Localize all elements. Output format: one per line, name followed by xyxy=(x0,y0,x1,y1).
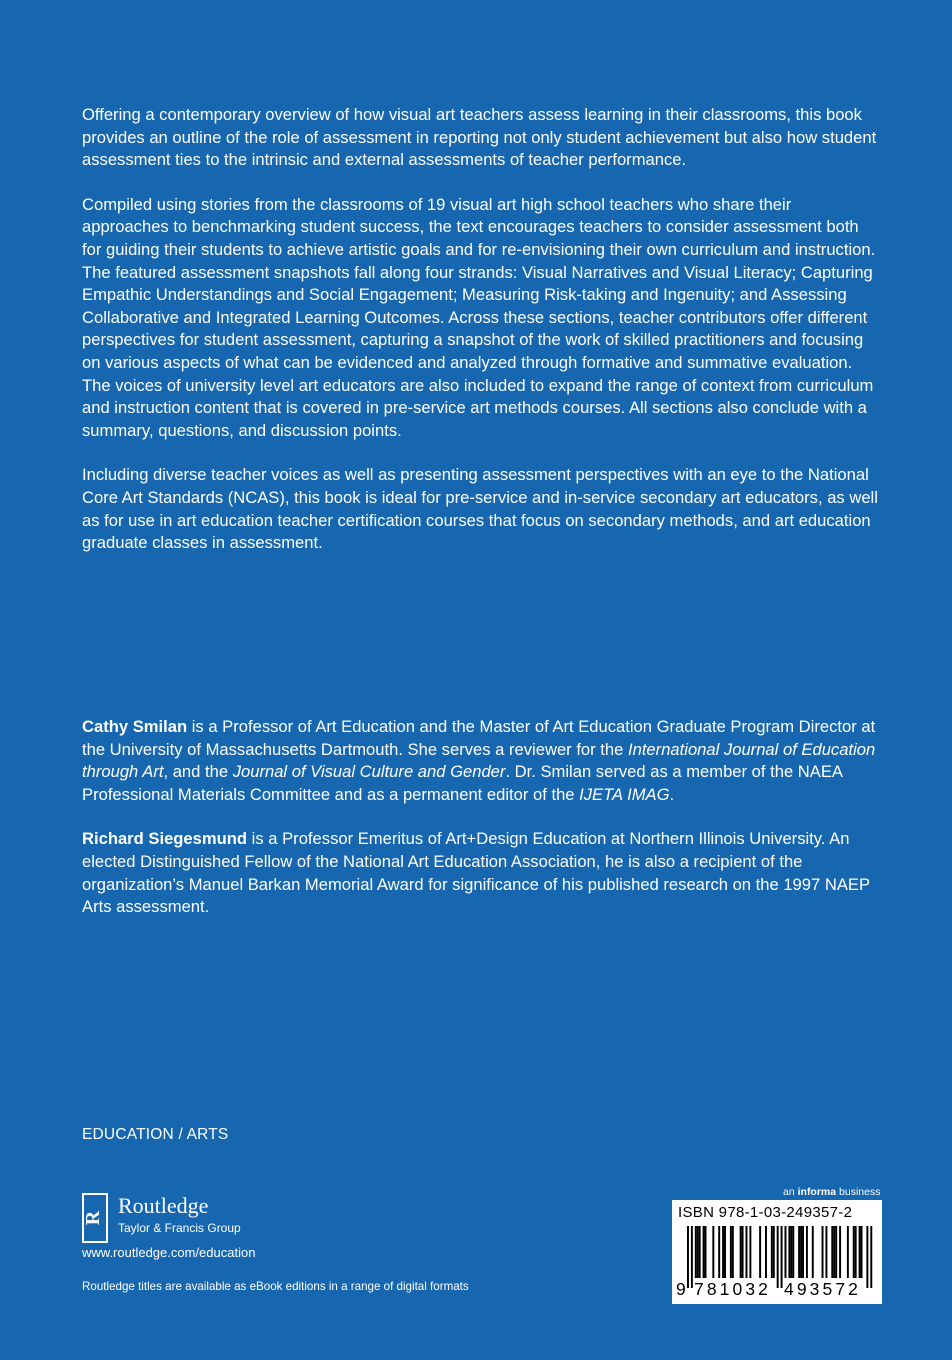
ebook-note: Routledge titles are available as eBook editions in a range of digital formats xyxy=(82,1280,469,1293)
barcode-bar xyxy=(788,1226,790,1278)
informa-suffix: business xyxy=(836,1186,881,1198)
barcode-bar xyxy=(800,1226,802,1278)
barcode-bar xyxy=(822,1226,824,1278)
barcode-bar xyxy=(765,1226,767,1278)
barcode-bar xyxy=(724,1226,726,1278)
author-name: Cathy Smilan xyxy=(82,717,188,736)
barcode-bar xyxy=(835,1226,837,1278)
barcode-bar xyxy=(746,1226,748,1278)
informa-prefix: an xyxy=(783,1186,798,1198)
barcode-bar xyxy=(759,1226,761,1278)
description-paragraph-3: Including diverse teacher voices as well as presenting assessment perspectives with an eye to the National Core Art Standards (NCAS), this book is ideal for pre-service and in-service secondary art educators, as well as for use in art education teacher certification courses that focus on secondary methods, and art education graduate classes in assessment. xyxy=(82,465,878,553)
author-name: Richard Siegesmund xyxy=(82,829,248,849)
routledge-mark-icon xyxy=(82,1193,108,1243)
barcode-digits xyxy=(672,1279,882,1301)
barcode-bar xyxy=(792,1226,794,1278)
barcode-bar xyxy=(861,1226,863,1278)
mark-letter: R xyxy=(82,1210,104,1226)
barcode-bar xyxy=(806,1226,808,1278)
subject-category: EDUCATION / ARTS xyxy=(82,1126,229,1143)
barcode-bar xyxy=(853,1226,855,1278)
barcode-bar xyxy=(802,1226,804,1278)
author-bios xyxy=(82,716,882,941)
bio-text: is a Professor of Art Education and the Master of Art Education Graduate Program Director at the University of Massachusetts Dartmouth. She serves a reviewer for the xyxy=(82,717,876,759)
barcode-bar xyxy=(839,1226,841,1278)
author-bio-siegesmund xyxy=(82,828,882,918)
isbn-label: ISBN 978-1-03-249357-2 xyxy=(678,1204,853,1221)
barcode-left-digits: 781032 xyxy=(694,1279,771,1299)
barcode-bar xyxy=(740,1226,742,1278)
barcode-bar xyxy=(695,1226,697,1278)
barcode-bar xyxy=(771,1226,773,1278)
author-bio-smilan xyxy=(82,716,882,806)
barcode-bar xyxy=(831,1226,833,1278)
barcode-bar xyxy=(859,1226,861,1278)
bio-text: is a Professor Emeritus of Art+Design Education at Northern Illinois University. An elected Distinguished Fellow of the National Art Education Association, he is also a recipient of the organization’s Manuel Barkan Memorial Award for significance of his published research on the 1997 NAEP Arts assessment. xyxy=(82,829,870,917)
book-description xyxy=(82,104,882,577)
barcode-bar xyxy=(847,1226,849,1278)
barcode-bar xyxy=(718,1226,720,1278)
barcode-bar xyxy=(790,1226,792,1278)
barcode-first-digit: 9 xyxy=(676,1279,686,1299)
barcode-bar xyxy=(812,1226,814,1278)
bio-text: , and the xyxy=(163,762,233,782)
publisher-logo xyxy=(82,1193,282,1243)
barcode-bar xyxy=(730,1226,732,1278)
barcode-bar xyxy=(697,1226,699,1278)
barcode-bar xyxy=(722,1226,724,1278)
barcode-bar xyxy=(798,1226,800,1278)
barcode-bar xyxy=(773,1226,775,1278)
journal-title: IJETA IMAG xyxy=(579,784,670,804)
barcode-bar xyxy=(742,1226,744,1278)
informa-business-tag xyxy=(783,1186,880,1198)
description-paragraph-2: Compiled using stories from the classrooms of 19 visual art high school teachers who share their approaches to benchmarking student success, the text encourages teachers to consider assessment both for guiding their students to achieve artistic goals and for re-envisioning their own curriculum and instruction. The featured assessment snapshots fall along four strands: Visual Narratives and Visual Literacy; Capturing Empathic Understandings and Social Engagement; Measuring Risk-taking and Ingenuity; and Assessing Collaborative and Integrated Learning Outcomes. Across these sections, teacher contributors offer different perspectives for student assessment, capturing a snapshot of the work of skilled practitioners and focusing on various aspects of what can be evidenced and analyzed through formative and summative evaluation. The voices of university level art educators are also included to expand the range of context from curriculum and instruction content that is covered in pre-service art methods courses. All sections also conclude with a summary, questions, and discussion points. xyxy=(82,194,876,440)
publisher-name: Routledge xyxy=(118,1193,209,1218)
barcode-bar xyxy=(833,1226,835,1278)
bio-text: . xyxy=(669,784,675,804)
isbn-barcode xyxy=(672,1200,882,1304)
barcode-bar xyxy=(855,1226,857,1278)
publisher-url[interactable]: www.routledge.com/education xyxy=(82,1245,256,1260)
description-paragraph-1: Offering a contemporary overview of how visual art teachers assess learning in their classrooms, this book provides an outline of the role of assessment in reporting not only student achievement but also how student assessment ties to the intrinsic and external assessments of teacher performance. xyxy=(82,105,877,170)
barcode-bar xyxy=(732,1226,734,1278)
barcode-bar xyxy=(749,1226,751,1278)
bio-text: . Dr. Smilan served as a member of the NAEA Professional Materials Committee and as a permanent editor of the xyxy=(82,762,843,804)
barcode-bar xyxy=(703,1226,705,1278)
barcode-bar xyxy=(699,1226,701,1278)
barcode-bar xyxy=(825,1226,827,1278)
informa-brand: informa xyxy=(797,1186,837,1198)
journal-title: International Journal of Education through Art xyxy=(82,739,876,782)
barcode-right-digits: 493572 xyxy=(784,1279,861,1299)
barcode-bar xyxy=(785,1226,787,1278)
journal-title: Journal of Visual Culture and Gender xyxy=(232,762,506,782)
barcode-bar xyxy=(705,1226,707,1278)
publisher-group: Taylor & Francis Group xyxy=(118,1221,241,1235)
barcode-bar xyxy=(712,1226,714,1278)
